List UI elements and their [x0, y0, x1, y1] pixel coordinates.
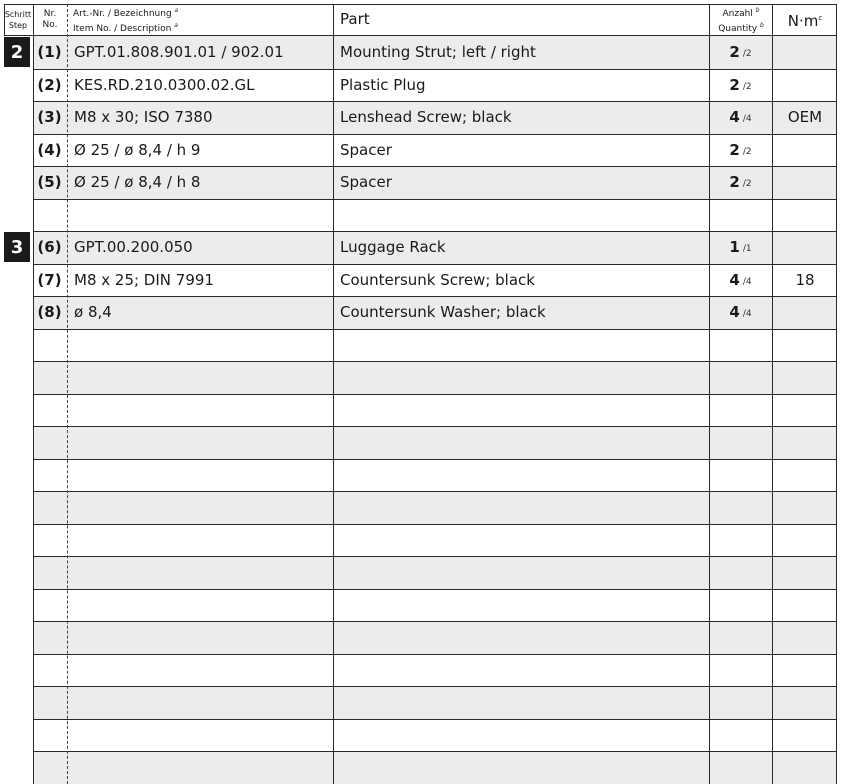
row-divider	[33, 199, 837, 200]
header-qty	[710, 4, 772, 35]
header-qty-de: Anzahl $^b$	[722, 6, 760, 19]
quantity-cell	[709, 491, 772, 524]
table-row	[33, 686, 837, 719]
item-number-cell	[33, 101, 66, 134]
torque-cell	[773, 589, 837, 622]
torque-cell	[773, 134, 837, 167]
row-divider	[33, 134, 837, 135]
quantity-sub-value: /4	[742, 114, 752, 125]
article-cell-value: KES.RD.210.0300.02.GL	[74, 75, 255, 94]
quantity-cell-value: 4	[729, 303, 740, 322]
part-cell-value: Countersunk Screw; black	[340, 270, 535, 289]
item-number-cell	[33, 459, 66, 492]
article-cell	[74, 491, 332, 524]
table-row	[33, 264, 837, 297]
table-row	[33, 589, 837, 622]
torque-cell	[773, 621, 837, 654]
table-row	[33, 654, 837, 687]
article-cell	[74, 654, 332, 687]
torque-cell	[773, 199, 837, 232]
column-divider	[33, 4, 34, 784]
article-cell	[74, 231, 332, 264]
quantity-cell	[709, 69, 772, 102]
row-divider	[33, 621, 837, 622]
header-nm-label: $N\cdot m^c$	[787, 11, 823, 30]
quantity-sub-value: /2	[742, 146, 752, 157]
article-cell	[74, 621, 332, 654]
item-number-cell	[33, 296, 66, 329]
table-row	[33, 101, 837, 134]
column-divider	[67, 4, 68, 784]
quantity-cell-value: 2	[729, 140, 740, 159]
item-number-cell	[33, 361, 66, 394]
quantity-cell	[709, 166, 772, 199]
part-cell	[340, 719, 710, 752]
table-row	[33, 231, 837, 264]
item-number-cell-value: (5)	[37, 173, 62, 192]
table-row	[33, 69, 837, 102]
article-cell	[74, 394, 332, 427]
article-cell-value: M8 x 30; ISO 7380	[74, 108, 213, 127]
item-number-cell	[33, 556, 66, 589]
quantity-cell	[709, 621, 772, 654]
item-number-cell	[33, 231, 66, 264]
quantity-cell-value: 2	[729, 43, 740, 62]
item-number-cell	[33, 69, 66, 102]
row-divider	[33, 459, 837, 460]
item-number-cell	[33, 719, 66, 752]
quantity-cell	[709, 459, 772, 492]
row-divider	[4, 35, 837, 36]
quantity-cell	[709, 654, 772, 687]
row-divider	[33, 524, 837, 525]
row-divider	[33, 166, 837, 167]
header-nm	[774, 4, 836, 35]
article-cell-value: Ø 25 / ø 8,4 / h 9	[74, 140, 201, 159]
table-row	[33, 394, 837, 427]
step-badge: 3	[4, 232, 30, 262]
part-cell	[340, 654, 710, 687]
quantity-cell	[709, 36, 772, 69]
article-cell	[74, 459, 332, 492]
article-cell	[74, 69, 332, 102]
row-divider	[33, 686, 837, 687]
torque-cell	[773, 69, 837, 102]
table-row	[33, 296, 837, 329]
quantity-cell	[709, 231, 772, 264]
article-cell-value: M8 x 25; DIN 7991	[74, 270, 214, 289]
quantity-sub-value: /1	[742, 244, 752, 255]
part-cell-value: Spacer	[340, 173, 392, 192]
column-divider	[836, 4, 837, 784]
table-row	[33, 524, 837, 557]
table-row	[33, 719, 837, 752]
quantity-sub-value: /2	[742, 179, 752, 190]
torque-cell	[773, 296, 837, 329]
item-number-cell	[33, 426, 66, 459]
item-number-cell	[33, 654, 66, 687]
row-divider	[33, 394, 837, 395]
item-number-cell	[33, 36, 66, 69]
torque-cell	[773, 719, 837, 752]
quantity-cell	[709, 686, 772, 719]
part-cell-value: Countersunk Washer; black	[340, 303, 546, 322]
row-divider	[33, 231, 837, 232]
row-divider	[33, 654, 837, 655]
header-nr	[34, 4, 66, 35]
column-divider	[333, 4, 334, 784]
table-row	[33, 134, 837, 167]
column-divider	[709, 4, 710, 784]
quantity-cell	[709, 426, 772, 459]
torque-cell	[773, 231, 837, 264]
quantity-sub-value: /4	[742, 276, 752, 287]
quantity-cell	[709, 524, 772, 557]
item-number-cell	[33, 751, 66, 784]
torque-cell	[773, 394, 837, 427]
row-divider	[33, 264, 837, 265]
item-number-cell	[33, 329, 66, 362]
row-divider	[33, 69, 837, 70]
header-nr-en: No.	[42, 19, 58, 30]
row-divider	[33, 426, 837, 427]
torque-cell	[773, 166, 837, 199]
article-cell	[74, 134, 332, 167]
table-row	[33, 556, 837, 589]
part-cell	[340, 69, 710, 102]
part-cell-value: Plastic Plug	[340, 75, 426, 94]
row-divider	[33, 296, 837, 297]
part-cell	[340, 589, 710, 622]
row-divider	[33, 101, 837, 102]
table-row	[33, 426, 837, 459]
item-number-cell-value: (1)	[37, 43, 62, 62]
quantity-cell-value: 1	[729, 238, 740, 257]
quantity-cell	[709, 296, 772, 329]
quantity-cell-value: 2	[729, 75, 740, 94]
item-number-cell	[33, 589, 66, 622]
torque-cell	[773, 361, 837, 394]
item-number-cell	[33, 524, 66, 557]
row-divider	[33, 361, 837, 362]
item-number-cell-value: (4)	[37, 140, 62, 159]
table-row	[33, 491, 837, 524]
item-number-cell-value: (7)	[37, 270, 62, 289]
torque-cell	[773, 426, 837, 459]
part-cell	[340, 686, 710, 719]
row-divider	[33, 589, 837, 590]
part-cell	[340, 36, 710, 69]
torque-cell	[773, 101, 837, 134]
article-cell	[74, 524, 332, 557]
article-cell	[74, 329, 332, 362]
quantity-cell	[709, 719, 772, 752]
article-cell	[74, 296, 332, 329]
quantity-cell	[709, 556, 772, 589]
article-cell	[74, 199, 332, 232]
article-cell	[74, 719, 332, 752]
table-row	[33, 459, 837, 492]
article-cell	[74, 686, 332, 719]
torque-cell-value: 18	[795, 270, 815, 289]
item-number-cell	[33, 394, 66, 427]
item-number-cell	[33, 621, 66, 654]
quantity-cell-value: 4	[729, 270, 740, 289]
row-divider	[33, 329, 837, 330]
part-cell-value: Spacer	[340, 140, 392, 159]
torque-cell	[773, 329, 837, 362]
article-cell-value: Ø 25 / ø 8,4 / h 8	[74, 173, 201, 192]
quantity-sub-value: /4	[742, 309, 752, 320]
article-cell	[74, 361, 332, 394]
article-cell	[74, 101, 332, 134]
torque-cell	[773, 491, 837, 524]
part-cell-value: Lenshead Screw; black	[340, 108, 512, 127]
quantity-cell	[709, 394, 772, 427]
table-row	[33, 751, 837, 784]
table-row	[33, 166, 837, 199]
table-row	[33, 361, 837, 394]
row-divider	[33, 491, 837, 492]
quantity-cell	[709, 134, 772, 167]
torque-cell	[773, 751, 837, 784]
part-cell	[340, 329, 710, 362]
header-part-label: Part	[340, 10, 370, 28]
article-cell	[74, 166, 332, 199]
part-cell	[340, 296, 710, 329]
row-divider	[33, 719, 837, 720]
part-cell	[340, 751, 710, 784]
quantity-cell	[709, 101, 772, 134]
torque-cell	[773, 36, 837, 69]
torque-cell	[773, 264, 837, 297]
item-number-cell	[33, 264, 66, 297]
item-number-cell-value: (3)	[37, 108, 62, 127]
table-row	[33, 329, 837, 362]
part-cell	[340, 556, 710, 589]
part-cell-value: Mounting Strut; left / right	[340, 43, 536, 62]
table-row	[33, 36, 837, 69]
part-cell	[340, 101, 710, 134]
part-cell	[340, 394, 710, 427]
torque-cell	[773, 556, 837, 589]
quantity-cell	[709, 199, 772, 232]
part-cell	[340, 491, 710, 524]
part-cell	[340, 459, 710, 492]
item-number-cell-value: (6)	[37, 238, 62, 257]
item-number-cell	[33, 199, 66, 232]
quantity-cell-value: 2	[729, 173, 740, 192]
quantity-cell-value: 4	[729, 108, 740, 127]
item-number-cell	[33, 686, 66, 719]
torque-cell	[773, 654, 837, 687]
part-cell-value: Luggage Rack	[340, 238, 446, 257]
part-cell	[340, 166, 710, 199]
article-cell-value: GPT.00.200.050	[74, 238, 193, 257]
row-divider	[33, 751, 837, 752]
quantity-cell	[709, 329, 772, 362]
article-cell-value: GPT.01.808.901.01 / 902.01	[74, 43, 284, 62]
part-cell	[340, 524, 710, 557]
torque-cell	[773, 686, 837, 719]
row-divider	[4, 4, 837, 5]
item-number-cell	[33, 491, 66, 524]
part-cell	[340, 231, 710, 264]
article-cell-value: ø 8,4	[74, 303, 112, 322]
part-cell	[340, 621, 710, 654]
table-row	[33, 199, 837, 232]
quantity-cell	[709, 361, 772, 394]
article-cell	[74, 556, 332, 589]
quantity-cell	[709, 589, 772, 622]
item-number-cell-value: (2)	[37, 75, 62, 94]
item-number-cell-value: (8)	[37, 303, 62, 322]
table-row	[33, 621, 837, 654]
article-cell	[74, 751, 332, 784]
article-cell	[74, 264, 332, 297]
quantity-cell	[709, 264, 772, 297]
torque-cell	[773, 459, 837, 492]
quantity-cell	[709, 751, 772, 784]
row-divider	[33, 556, 837, 557]
column-divider	[4, 4, 5, 35]
header-art-de: Art.-Nr. / Bezeichnung $^a$	[73, 6, 179, 19]
part-cell	[340, 264, 710, 297]
part-cell	[340, 426, 710, 459]
part-cell	[340, 134, 710, 167]
part-cell	[340, 199, 710, 232]
quantity-sub-value: /2	[742, 81, 752, 92]
quantity-sub-value: /2	[742, 49, 752, 60]
torque-cell-value: OEM	[787, 108, 823, 127]
header-step-de: Schritt	[4, 9, 32, 19]
article-cell	[74, 426, 332, 459]
step-badge: 2	[4, 37, 30, 67]
article-cell	[74, 589, 332, 622]
part-cell	[340, 361, 710, 394]
header-step	[4, 4, 32, 35]
header-part	[340, 4, 640, 35]
header-art-en: Item No. / Description $^a$	[73, 21, 178, 34]
item-number-cell	[33, 166, 66, 199]
article-cell	[74, 36, 332, 69]
torque-cell	[773, 524, 837, 557]
header-qty-en: Quantity $^b$	[718, 21, 764, 34]
header-art	[73, 4, 331, 35]
column-divider	[772, 4, 773, 784]
item-number-cell	[33, 134, 66, 167]
header-step-en: Step	[8, 20, 28, 30]
header-nr-de: Nr.	[43, 8, 57, 19]
